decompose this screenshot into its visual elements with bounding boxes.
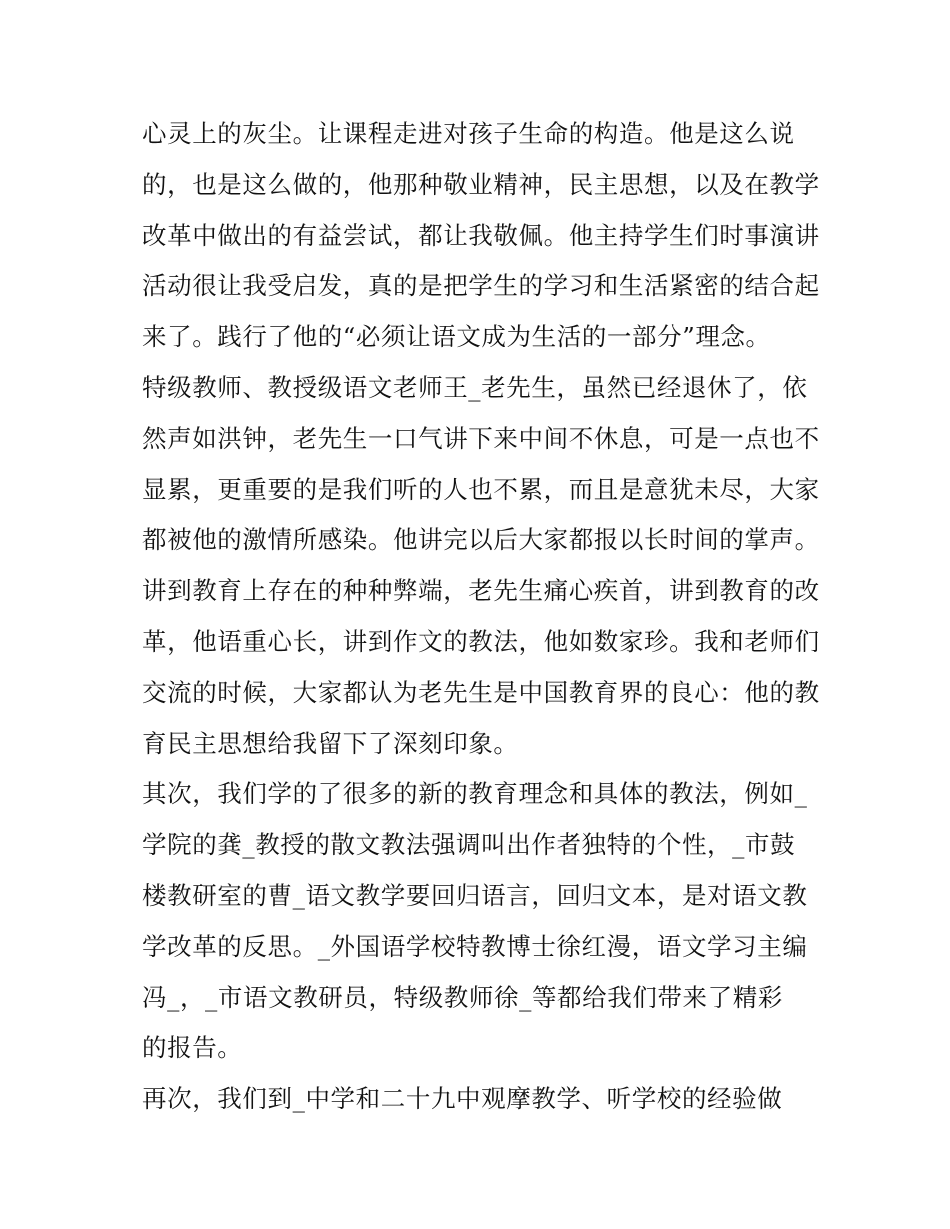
text-line-11: 革，他语重心长，讲到作文的教法，他如数家珍。我和老师们	[142, 626, 820, 656]
text-line-14: 其次，我们学的了很多的新的教育理念和具体的教法，例如_	[142, 779, 808, 809]
text-line-8: 显累，更重要的是我们听的人也不累，而且是意犹未尽，大家	[142, 474, 820, 504]
text-line-5: 来了。践行了他的“必须让语文成为生活的一部分”理念。	[142, 322, 771, 352]
body-text	[142, 109, 822, 1125]
text-line-6: 特级教师、教授级语文老师王_老先生，虽然已经退休了，依	[142, 372, 808, 402]
text-line-15: 学院的龚_教授的散文教法强调叫出作者独特的个性，_市鼓	[142, 830, 796, 860]
text-line-12: 交流的时候，大家都认为老先生是中国教育界的良心：他的教	[142, 677, 820, 707]
text-line-7: 然声如洪钟，老先生一口气讲下来中间不休息，可是一点也不	[142, 423, 820, 453]
text-line-1: 心灵上的灰尘。让课程走进对孩子生命的构造。他是这么说	[142, 119, 795, 148]
text-line-16: 楼教研室的曹_语文教学要回归语言，回归文本，是对语文教	[142, 880, 808, 910]
text-line-3: 改革中做出的有益尝试，都让我敬佩。他主持学生们时事演讲	[142, 220, 820, 250]
text-line-10: 讲到教育上存在的种种弊端，老先生痛心疾首，讲到教育的改	[142, 576, 820, 606]
text-line-20: 再次，我们到_中学和二十九中观摩教学、听学校的经验做	[142, 1084, 783, 1114]
text-line-18: 冯_，_市语文教研员，特级教师徐_等都给我们带来了精彩	[142, 982, 783, 1012]
text-line-17: 学改革的反思。_外国语学校特教博士徐红漫，语文学习主编	[142, 931, 808, 961]
text-line-4: 活动很让我受启发，真的是把学生的学习和生活紧密的结合起	[142, 271, 820, 301]
text-line-9: 都被他的激情所感染。他讲完以后大家都报以长时间的掌声。	[142, 525, 820, 555]
text-line-13: 育民主思想给我留下了深刻印象。	[142, 728, 519, 758]
text-line-2: 的，也是这么做的，他那种敬业精神，民主思想，以及在教学	[142, 169, 820, 199]
text-line-19: 的报告。	[142, 1033, 243, 1063]
